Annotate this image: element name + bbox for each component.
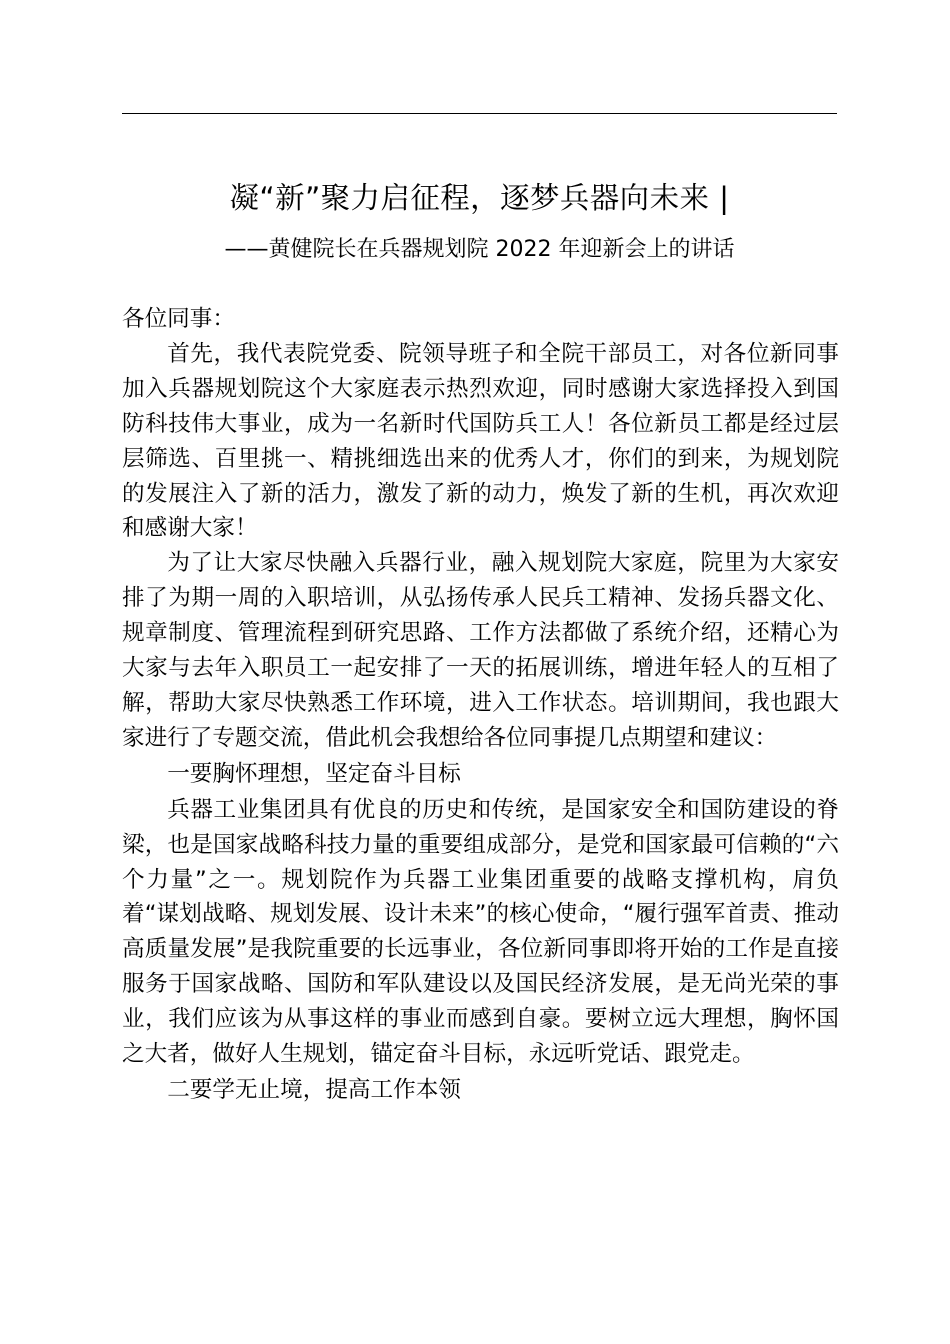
document-subtitle: ——黄健院长在兵器规划院 2022 年迎新会上的讲话: [224, 237, 735, 262]
document-title: 凝“新”聚力启征程，逐梦兵器向未来 |: [229, 181, 730, 215]
section-one-heading: 一要胸怀理想，坚定奋斗目标: [167, 760, 461, 787]
header-rule: [122, 113, 837, 114]
document-body: [122, 302, 839, 1109]
section-two-heading: 二要学无止境，提高工作本领: [167, 1076, 461, 1103]
paragraph-opening: 首先，我代表院党委、院领导班子和全院干部员工，对各位新同事加入兵器规划院这个大家庭表示热烈欢迎，同时感谢大家选择投入到国防科技伟大事业，成为一名新时代国防兵工人！各位新员工都是经过层层筛选、百里挑一、精挑细选出来的优秀人才，你们的到来，为规划院的发展注入了新的活力，激发了新的动力，焕发了新的生机，再次欢迎和感谢大家！: [122, 340, 839, 542]
paragraph-training: 为了让大家尽快融入兵器行业，融入规划院大家庭，院里为大家安排了为期一周的入职培训，从弘扬传承人民兵工精神、发扬兵器文化、规章制度、管理流程到研究思路、工作方法都做了系统介绍，还精心为大家与去年入职员工一起安排了一天的拓展训练，增进年轻人的互相了解，帮助大家尽快熟悉工作环境，进入工作状态。培训期间，我也跟大家进行了专题交流，借此机会我想给各位同事提几点期望和建议：: [122, 550, 839, 751]
salutation: 各位同事：: [122, 306, 235, 332]
section-one-paragraph: 兵器工业集团具有优良的历史和传统，是国家安全和国防建设的脊梁，也是国家战略科技力量的重要组成部分，是党和国家最可信赖的“六个力量”之一。规划院作为兵器工业集团重要的战略支撑机构，肩负着“谋划战略、规划发展、设计未来”的核心使命，“履行强军首责、推动高质量发展”是我院重要的长远事业，各位新同事即将开始的工作是直接服务于国家战略、国防和军队建设以及国民经济发展，是无尚光荣的事业，我们应该为从事这样的事业而感到自豪。要树立远大理想，胸怀国之大者，做好人生规划，锚定奋斗目标，永远听党话、跟党走。: [122, 796, 839, 1068]
